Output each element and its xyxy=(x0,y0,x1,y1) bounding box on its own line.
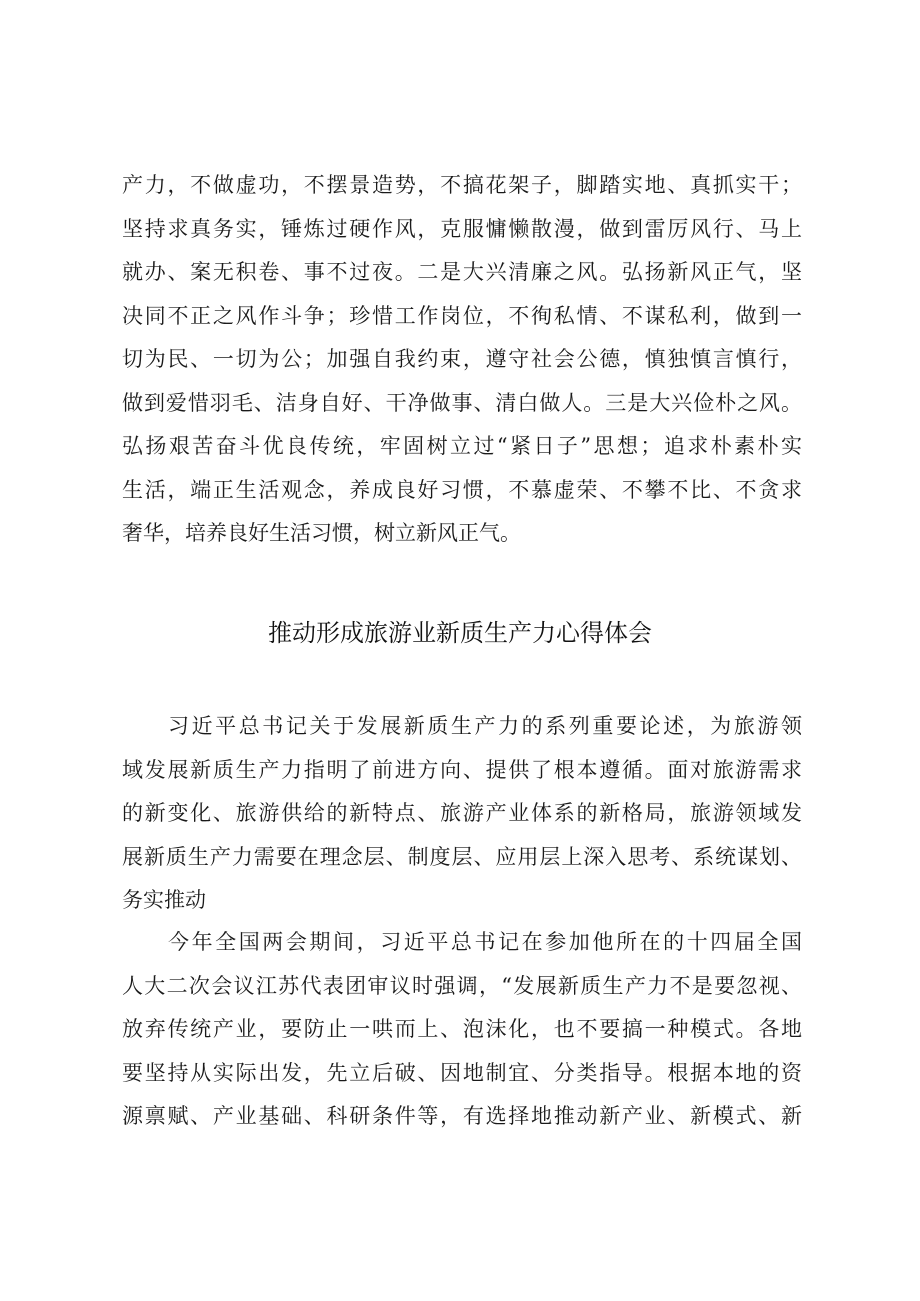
text-line: 务实推动 xyxy=(122,888,206,912)
text-line: 生活，端正生活观念，养成良好习惯，不慕虚荣、不攀不比、不贪求 xyxy=(122,477,802,502)
text-line: 要坚持从实际出发，先立后破、因地制宜、分类指导。根据本地的资 xyxy=(122,1060,802,1085)
text-line: 做到爱惜羽毛、洁身自好、干净做事、清白做人。三是大兴俭朴之风。 xyxy=(122,390,802,415)
text-line: 展新质生产力需要在理念层、制度层、应用层上深入思考、系统谋划、 xyxy=(122,844,802,869)
text-line: 放弃传统产业，要防止一哄而上、泡沫化，也不要搞一种模式。各地 xyxy=(122,1017,802,1041)
article-title: 推动形成旅游业新质生产力心得体会 xyxy=(268,619,652,647)
text-line: 源禀赋、产业基础、科研条件等，有选择地推动新产业、新模式、新 xyxy=(122,1104,802,1128)
text-line: 的新变化、旅游供给的新特点、旅游产业体系的新格局，旅游领域发 xyxy=(122,801,802,825)
text-line: 今年全国两会期间，习近平总书记在参加他所在的十四届全国 xyxy=(168,930,802,954)
text-line: 切为民、一切为公；加强自我约束，遵守社会公德，慎独慎言慎行， xyxy=(122,347,802,371)
text-line: 产力，不做虚功，不摆景造势，不搞花架子，脚踏实地、真抓实干； xyxy=(122,173,802,197)
text-line: 人大二次会议江苏代表团审议时强调，“发展新质生产力不是要忽视、 xyxy=(122,973,802,998)
text-line: 就办、案无积卷、事不过夜。二是大兴清廉之风。弘扬新风正气，坚 xyxy=(122,260,802,284)
text-line: 奢华，培养良好生活习惯，树立新风正气。 xyxy=(122,521,521,545)
body-paragraph-2 xyxy=(122,921,802,1139)
intro-paragraph xyxy=(122,164,802,556)
text-line: 弘扬艰苦奋斗优良传统，牢固树立过“紧日子”思想；追求朴素朴实 xyxy=(122,434,802,458)
text-line: 习近平总书记关于发展新质生产力的系列重要论述，为旅游领 xyxy=(168,714,802,738)
text-line: 坚持求真务实，锤炼过硬作风，克服慵懒散漫，做到雷厉风行、马上 xyxy=(122,216,802,241)
text-line: 决同不正之风作斗争；珍惜工作岗位，不徇私情、不谋私利，做到一 xyxy=(122,303,802,328)
body-paragraph-1 xyxy=(122,705,802,923)
text-line: 域发展新质生产力指明了前进方向、提供了根本遵循。面对旅游需求 xyxy=(122,757,802,782)
